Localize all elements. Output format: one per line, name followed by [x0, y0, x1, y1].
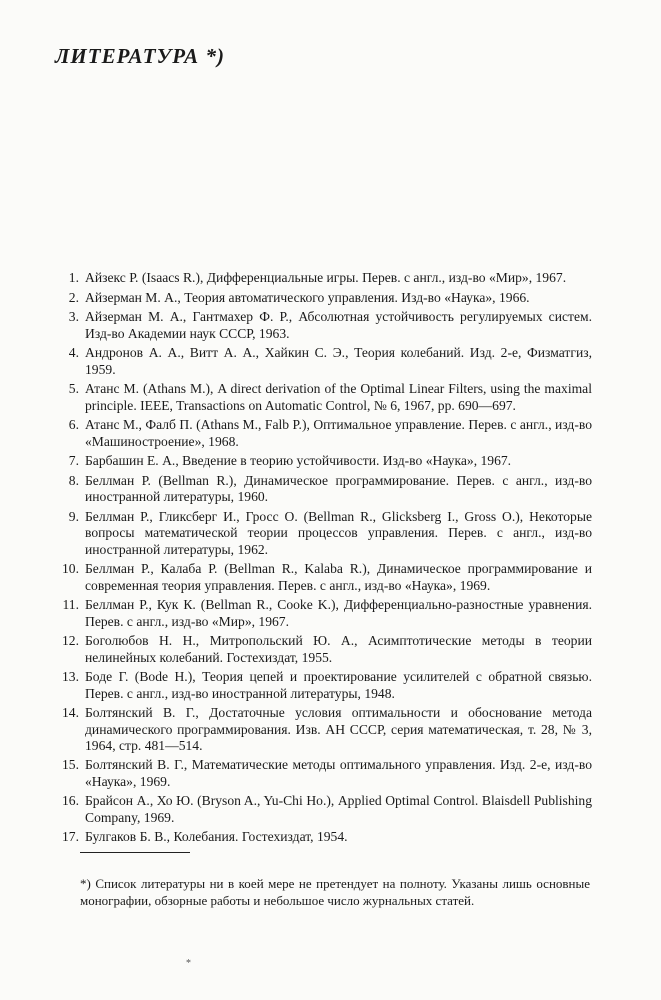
reference-item	[52, 309, 592, 342]
reference-item	[52, 453, 592, 469]
reference-number: 5.	[68, 381, 79, 397]
reference-item	[52, 561, 592, 594]
reference-item	[52, 270, 592, 286]
reference-text: Боде Г. (Bode H.), Теория цепей и проектирование усилителей с обратной связью. Перев. с англ., изд-во иностранной литературы, 1948.	[85, 669, 592, 701]
page-mark: *	[186, 958, 191, 969]
reference-item	[52, 381, 592, 414]
reference-number: 15.	[62, 757, 79, 773]
reference-number: 14.	[62, 705, 79, 721]
reference-number: 9.	[68, 508, 79, 524]
reference-item	[52, 509, 592, 558]
reference-item	[52, 633, 592, 666]
reference-text: Болтянский В. Г., Математические методы оптимального управления. Изд. 2-е, изд-во «Наука», 1969.	[85, 757, 592, 789]
reference-number: 4.	[68, 345, 79, 361]
reference-text: Айзерман М. А., Теория автоматического управления. Изд-во «Наука», 1966.	[85, 289, 530, 305]
reference-number: 8.	[68, 473, 79, 488]
reference-item	[52, 705, 592, 754]
footnote-divider	[80, 852, 190, 853]
reference-text: Брайсон А., Хо Ю. (Bryson A., Yu-Chi Ho.), Applied Optimal Control. Blaisdell Publishing Company, 1969.	[85, 793, 592, 825]
reference-number: 7.	[68, 453, 79, 469]
reference-text: Айзерман М. А., Гантмахер Ф. Р., Абсолютная устойчивость регулируемых систем. Изд-во Академии наук СССР, 1963.	[85, 309, 592, 341]
reference-number: 11.	[62, 597, 79, 613]
reference-number: 16.	[62, 793, 79, 809]
reference-item	[52, 757, 592, 790]
reference-text: Болтянский В. Г., Достаточные условия оптимальности и обоснование метода динамического программирования. Изв. АН СССР, серия математическая, т. 28, № 3, 1964, стр. 481—514.	[85, 705, 592, 753]
reference-text: Барбашин Е. А., Введение в теорию устойчивости. Изд-во «Наука», 1967.	[85, 453, 512, 469]
reference-item	[52, 345, 592, 378]
reference-item	[52, 417, 592, 450]
reference-number: 1.	[68, 270, 79, 285]
footnote: *) Список литературы ни в коей мере не претендует на полноту. Указаны лишь основные монографии, обзорные работы и небольшое число журнальных статей.	[80, 876, 590, 908]
reference-item	[52, 829, 592, 845]
reference-number: 17.	[62, 829, 79, 845]
reference-text: Боголюбов Н. Н., Митропольский Ю. А., Асимптотические методы в теории нелинейных колебаний. Гостехиздат, 1955.	[85, 633, 592, 665]
page-title: ЛИТЕРАТУРА *)	[55, 44, 225, 68]
reference-text: Беллман Р., Калаба Р. (Bellman R., Kalaba R.), Динамическое программирование и современная теория управления. Перев. с англ., изд-во «Наука», 1969.	[85, 561, 592, 593]
reference-text: Беллман Р. (Bellman R.), Динамическое программирование. Перев. с англ., изд-во иностранной литературы, 1960.	[85, 473, 592, 505]
reference-text: Беллман Р., Кук К. (Bellman R., Cooke K.), Дифференциально-разностные уравнения. Перев. с англ., изд-во «Мир», 1967.	[85, 597, 592, 629]
reference-number: 3.	[68, 309, 79, 325]
reference-list	[52, 270, 592, 849]
reference-text: Булгаков Б. В., Колебания. Гостехиздат, 1954.	[85, 829, 348, 845]
reference-number: 12.	[62, 633, 79, 649]
reference-number: 10.	[62, 561, 79, 577]
reference-number: 2.	[68, 289, 79, 305]
reference-text: Беллман Р., Гликсберг И., Гросс О. (Bellman R., Glicksberg I., Gross O.), Некоторые вопросы математической теории процессов управления. Перев. с англ., изд-во иностранной литературы, 1962.	[85, 508, 592, 557]
reference-text: Атанс М., Фалб П. (Athans M., Falb P.), Оптимальное управление. Перев. с англ., изд-во «Машиностроение», 1968.	[85, 417, 592, 449]
reference-item	[52, 597, 592, 630]
reference-item	[52, 793, 592, 826]
reference-text: Андронов А. А., Витт А. А., Хайкин С. Э., Теория колебаний. Изд. 2-е, Физматгиз, 1959.	[85, 345, 592, 377]
reference-number: 6.	[68, 417, 79, 433]
reference-item	[52, 290, 592, 306]
reference-item	[52, 669, 592, 702]
reference-number: 13.	[62, 669, 79, 685]
reference-text: Атанс М. (Athans M.), A direct derivation of the Optimal Linear Filters, using the maximal principle. IEEE, Transactions on Automatic Control, № 6, 1967, pp. 690—697.	[85, 381, 592, 413]
reference-item	[52, 473, 592, 506]
reference-text: Айзекс Р. (Isaacs R.), Дифференциальные игры. Перев. с англ., изд-во «Мир», 1967.	[85, 270, 567, 285]
